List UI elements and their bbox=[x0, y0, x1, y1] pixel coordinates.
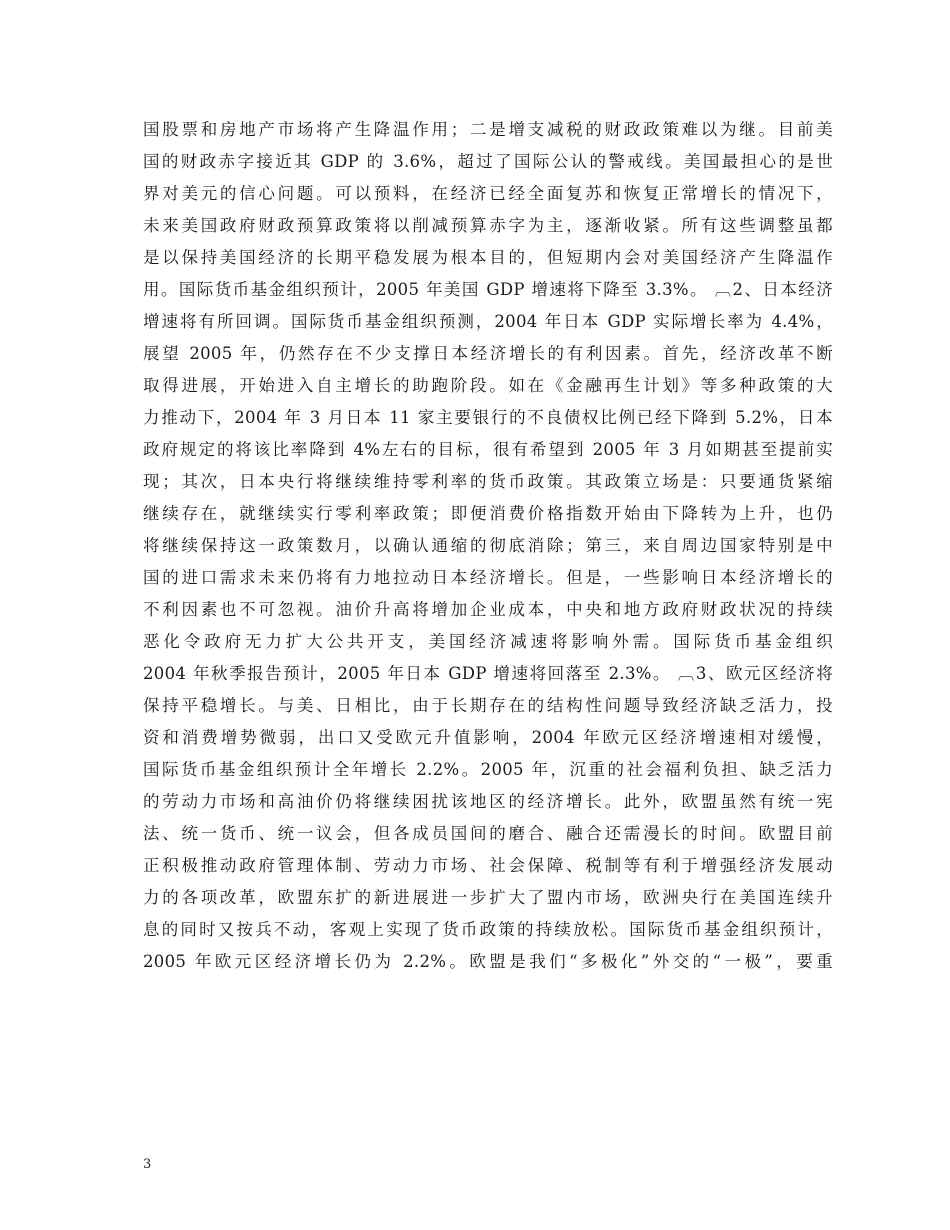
text-line: 2005 年欧元区经济增长仍为 2.2%。欧盟是我们“多极化”外交的“一极”，要重 bbox=[143, 952, 833, 971]
text-line: 国的财政赤字接近其 GDP 的 3.6%，超过了国际公认的警戒线。美国最担心的是世 bbox=[143, 152, 833, 171]
text-line: 政府规定的将该比率降到 4%左右的目标，很有希望到 2005 年 3 月如期甚至提前实 bbox=[143, 440, 833, 459]
text-line: 国际货币基金组织预计全年增长 2.2%。2005 年，沉重的社会福利负担、缺乏活力 bbox=[143, 760, 833, 779]
body-text bbox=[143, 114, 833, 978]
text-line: 用。国际货币基金组织预计，2005 年美国 GDP 增速将下降至 3.3%。 ︹2、日本经济 bbox=[143, 280, 833, 299]
page-number: 3 bbox=[143, 1157, 152, 1172]
text-line: 力推动下，2004 年 3 月日本 11 家主要银行的不良债权比例已经下降到 5.2%，日本 bbox=[143, 408, 833, 427]
text-line: 的劳动力市场和高油价仍将继续困扰该地区的经济增长。此外，欧盟虽然有统一宪 bbox=[143, 792, 833, 811]
text-line: 展望 2005 年，仍然存在不少支撑日本经济增长的有利因素。首先，经济改革不断 bbox=[143, 344, 833, 363]
text-line: 增速将有所回调。国际货币基金组织预测，2004 年日本 GDP 实际增长率为 4.4%， bbox=[143, 312, 833, 331]
text-line: 法、统一货币、统一议会，但各成员国间的磨合、融合还需漫长的时间。欧盟目前 bbox=[143, 824, 833, 843]
text-line: 将继续保持这一政策数月，以确认通缩的彻底消除；第三，来自周边国家特别是中 bbox=[143, 536, 833, 555]
text-line: 资和消费增势微弱，出口又受欧元升值影响，2004 年欧元区经济增速相对缓慢， bbox=[143, 728, 833, 747]
text-line: 息的同时又按兵不动，客观上实现了货币政策的持续放松。国际货币基金组织预计， bbox=[143, 920, 833, 939]
text-line: 保持平稳增长。与美、日相比，由于长期存在的结构性问题导致经济缺乏活力，投 bbox=[143, 696, 833, 715]
text-line: 未来美国政府财政预算政策将以削减预算赤字为主，逐渐收紧。所有这些调整虽都 bbox=[143, 216, 833, 235]
text-line: 界对美元的信心问题。可以预料，在经济已经全面复苏和恢复正常增长的情况下， bbox=[143, 184, 833, 203]
text-line: 2004 年秋季报告预计，2005 年日本 GDP 增速将回落至 2.3%。 ︹3、欧元区经济将 bbox=[143, 664, 833, 683]
text-line: 取得进展，开始进入自主增长的助跑阶段。如在《金融再生计划》等多种政策的大 bbox=[143, 376, 833, 395]
text-line: 继续存在，就继续实行零利率政策；即便消费价格指数开始由下降转为上升，也仍 bbox=[143, 504, 833, 523]
text-line: 国股票和房地产市场将产生降温作用；二是增支减税的财政政策难以为继。目前美 bbox=[143, 120, 833, 139]
text-line: 是以保持美国经济的长期平稳发展为根本目的，但短期内会对美国经济产生降温作 bbox=[143, 248, 833, 267]
text-line: 现；其次，日本央行将继续维持零利率的货币政策。其政策立场是：只要通货紧缩 bbox=[143, 472, 833, 491]
text-line: 恶化令政府无力扩大公共开支，美国经济减速将影响外需。国际货币基金组织 bbox=[143, 632, 833, 651]
text-line: 不利因素也不可忽视。油价升高将增加企业成本，中央和地方政府财政状况的持续 bbox=[143, 600, 833, 619]
text-line: 力的各项改革，欧盟东扩的新进展进一步扩大了盟内市场，欧洲央行在美国连续升 bbox=[143, 888, 833, 907]
text-line: 正积极推动政府管理体制、劳动力市场、社会保障、税制等有利于增强经济发展动 bbox=[143, 856, 833, 875]
text-line: 国的进口需求未来仍将有力地拉动日本经济增长。但是，一些影响日本经济增长的 bbox=[143, 568, 833, 587]
